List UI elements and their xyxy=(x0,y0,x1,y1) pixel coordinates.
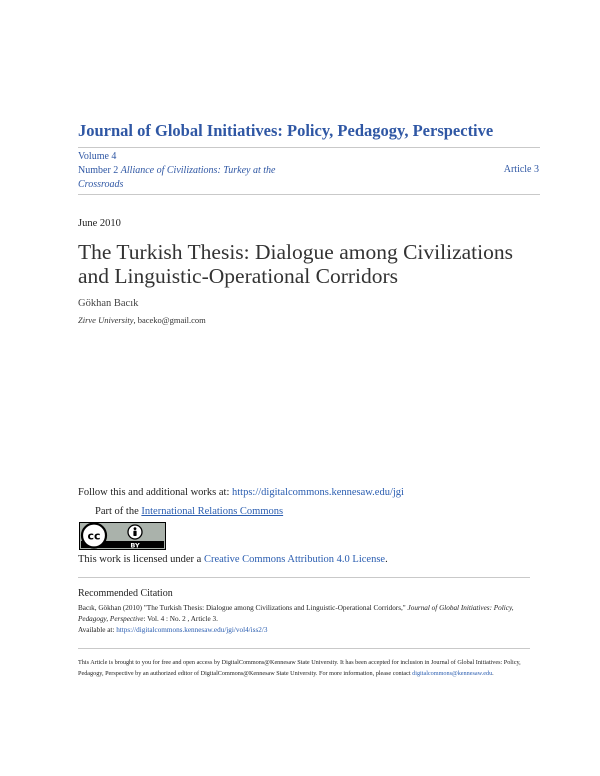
partof-line xyxy=(95,506,283,517)
divider xyxy=(78,194,540,195)
license-line xyxy=(78,554,388,565)
cc-by-license-badge[interactable] xyxy=(79,522,166,550)
follow-url-link[interactable]: https://digitalcommons.kennesaw.edu/jgi xyxy=(232,487,404,498)
citation-url-link[interactable]: https://digitalcommons.kennesaw.edu/jgi/vol4/iss2/3 xyxy=(116,626,268,634)
footer-notice xyxy=(78,658,538,679)
footer-email-link[interactable]: digitalcommons@kennesaw.edu xyxy=(412,669,493,677)
citation-journal: Journal of Global Initiatives: Policy, Pedagogy, Perspective xyxy=(78,604,514,623)
by-text: BY xyxy=(130,541,140,550)
affiliation-email: , baceko@gmail.com xyxy=(133,315,206,325)
divider xyxy=(78,577,530,578)
issue-title[interactable]: Alliance of Civilizations: Turkey at the Crossroads xyxy=(78,165,276,190)
citation-end: : Vol. 4 : No. 2 , Article 3. xyxy=(143,615,218,623)
follow-line xyxy=(78,487,404,498)
citation-text xyxy=(78,603,540,636)
issue-number[interactable]: Number 2 xyxy=(78,165,119,176)
partof-commons-link[interactable]: International Relations Commons xyxy=(141,506,284,517)
issue-link[interactable] xyxy=(78,164,308,192)
recommended-citation-heading: Recommended Citation xyxy=(78,588,173,599)
license-link[interactable]: Creative Commons Attribution 4.0 License xyxy=(203,554,386,565)
person-head-icon xyxy=(134,527,137,530)
author-affiliation xyxy=(78,315,206,325)
affiliation-institution: Zirve University xyxy=(78,315,134,325)
footer-text: This Article is brought to you for free and open access by DigitalCommons@Kennesaw State University. It has been accepted for inclusion in Journal of Global Initiatives: Policy, Pedagogy, Perspective by an authorized editor of DigitalCommons@Kennesaw State University. For more information, please contact xyxy=(78,659,521,677)
footer-end: . xyxy=(492,669,494,677)
divider xyxy=(78,648,530,649)
cc-text: cc xyxy=(87,529,101,543)
volume-link[interactable]: Volume 4 xyxy=(78,151,117,162)
article-title: The Turkish Thesis: Dialogue among Civilizations and Linguistic-Operational Corridors xyxy=(78,240,513,288)
citation-start: Bacık, Gökhan (2010) "The Turkish Thesis: Dialogue among Civilizations and Linguistic-Operational Corridors," xyxy=(78,604,408,612)
citation-available-prefix: Available at: xyxy=(78,626,117,634)
license-suffix: . xyxy=(385,554,388,565)
follow-prefix: Follow this and additional works at: xyxy=(78,487,232,498)
publication-date: June 2010 xyxy=(78,218,121,229)
author-name: Gökhan Bacık xyxy=(78,298,139,309)
person-body-icon xyxy=(133,531,136,536)
divider xyxy=(78,147,540,148)
license-prefix: This work is licensed under a xyxy=(78,554,204,565)
article-number-link[interactable]: Article 3 xyxy=(503,164,539,175)
partof-prefix: Part of the xyxy=(95,506,142,517)
journal-title[interactable]: Journal of Global Initiatives: Policy, Pedagogy, Perspective xyxy=(78,121,494,140)
